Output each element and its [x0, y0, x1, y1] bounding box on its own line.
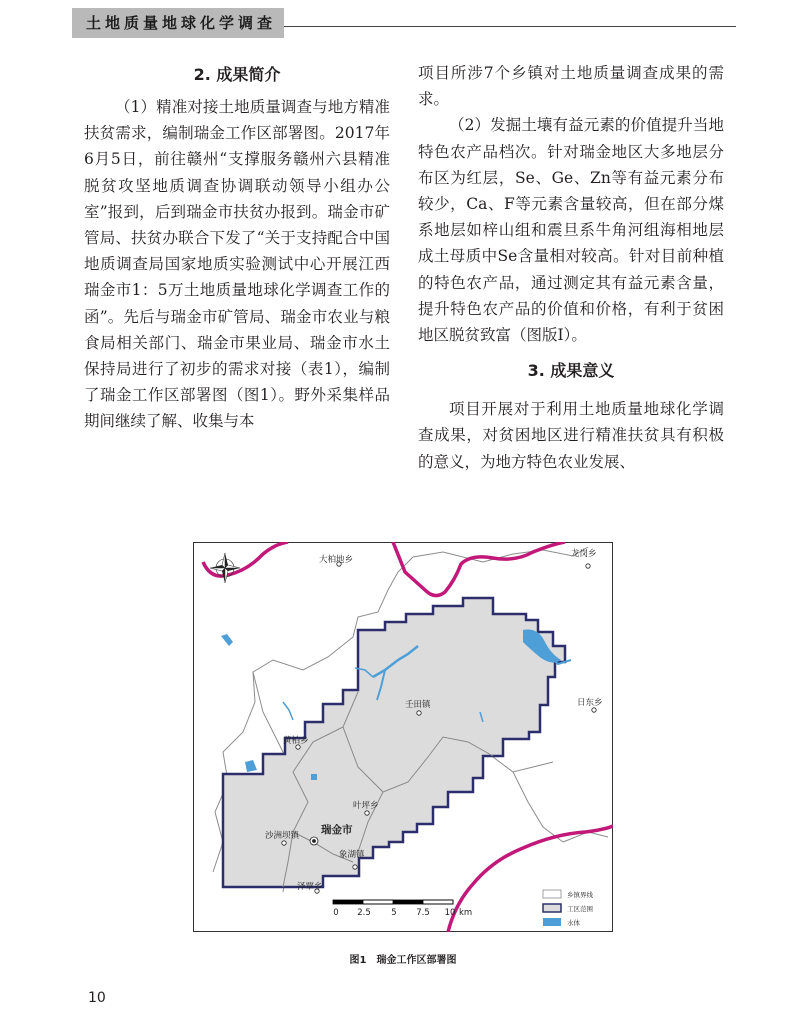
- figure-caption: 图1 瑞金工作区部署图: [349, 955, 457, 966]
- header-rule: [284, 26, 736, 27]
- label-yeping: 叶坪乡: [353, 801, 379, 811]
- town-marker: [353, 865, 357, 869]
- legend-swatch-water: [543, 918, 561, 926]
- label-xianghu: 象湖镇: [339, 850, 365, 860]
- label-shazhouba: 沙洲坝镇: [265, 831, 300, 841]
- town-marker: [282, 841, 286, 845]
- label-ruijin: 瑞金市: [321, 824, 353, 836]
- scale-tick-3: 7.5: [416, 908, 430, 918]
- label-longgang: 龙岗乡: [571, 549, 597, 559]
- deployment-map: [193, 542, 613, 932]
- city-marker-dot: [313, 840, 316, 843]
- scale-tick-4: 10: [444, 908, 456, 918]
- town-marker: [417, 711, 421, 715]
- legend-swatch-boundary: [543, 890, 561, 898]
- town-marker: [586, 564, 590, 568]
- label-rentian: 壬田镇: [405, 700, 431, 710]
- paragraph-1: （1）精准对接土地质量调查与地方精准扶贫需求，编制瑞金工作区部署图。2017年6月5日，前往赣州“支撑服务赣州六县精准脱贫攻坚地质调查协调联动领导小组办公室”报到，后到瑞金市扶贫办报到。瑞金市矿管局、扶贫办联合下发了“关于支持配合中国地质调查局国家地质实验测试中心开展江西瑞金市1：5万土地质量地球化学调查工作的函”。先后与瑞金市矿管局、瑞金市农业与粮食局相关部门、瑞金市果业局、瑞金市水土保持局进行了初步的需求对接（表1），编制了瑞金工作区部署图（图1）。野外采集样品期间继续了解、收集与本: [84, 98, 390, 431]
- page-number: 10: [88, 990, 106, 1006]
- label-dabaidi: 大柏地乡: [319, 555, 354, 565]
- paragraph-2: （2）发掘土壤有益元素的价值提升当地特色农产品档次。针对瑞金地区大多地层分布区为红层，Se、Ge、Zn等有益元素分布较少，Ca、F等元素含量较高，但在部分煤系地层如梓山组和震旦系牛角河组海相地层成土母质中Se含量相对较高。针对目前种植的特色农产品，通过测定其有益元素含量，提升特色农产品的价值和价格，有利于贫困地区脱贫致富（图版Ⅰ）。: [418, 116, 724, 345]
- scale-tick-2: 5: [391, 908, 397, 918]
- label-zeqin: 泽覃乡: [297, 882, 323, 892]
- town-marker: [592, 708, 596, 712]
- scale-unit: km: [459, 908, 473, 918]
- running-header-title: 土地质量地球化学调查: [86, 14, 277, 32]
- legend-boundary: 乡镇界线: [567, 891, 593, 899]
- town-marker: [365, 811, 369, 815]
- running-header: [72, 8, 284, 38]
- scale-tick-1: 2.5: [357, 908, 371, 918]
- left-column: [84, 60, 390, 435]
- label-ridong: 日东乡: [577, 698, 603, 708]
- right-column: [418, 60, 724, 475]
- legend-water: 水体: [567, 919, 580, 927]
- legend-swatch-work-area: [543, 904, 561, 912]
- paragraph-3: 项目开展对于利用土地质量地球化学调查成果，对贫困地区进行精准扶贫具有积极的意义，为地方特色农业发展、: [418, 400, 724, 471]
- scale-tick-0: 0: [333, 908, 339, 918]
- legend-work-area: 工区范围: [567, 905, 593, 913]
- deployment-map-figure: [193, 542, 613, 932]
- paragraph-1-continued: 项目所涉7个乡镇对土地质量调查成果的需求。: [418, 64, 724, 109]
- section-3-heading: 3. 成果意义: [527, 361, 615, 381]
- section-2-heading: 2. 成果简介: [193, 65, 281, 84]
- label-huangbai: 黄柏乡: [283, 736, 309, 746]
